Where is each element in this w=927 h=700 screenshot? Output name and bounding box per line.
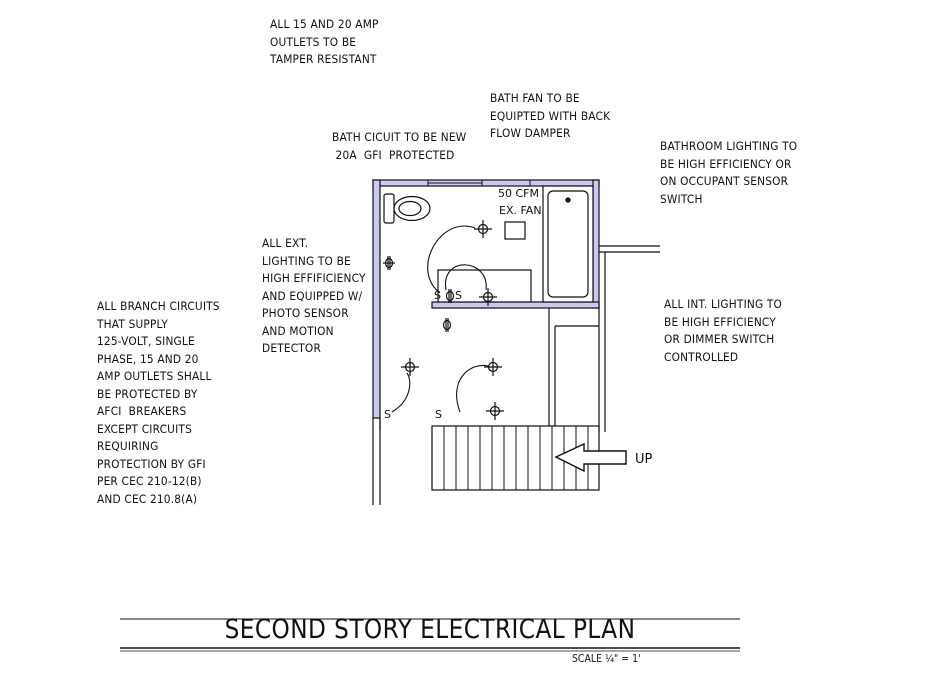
switch-label-bath-2: S: [455, 289, 462, 302]
note-interior-lighting: ALL INT. LIGHTING TO BE HIGH EFFICIENCY OR DIMMER SWITCH CONTROLLED: [664, 297, 783, 364]
ceiling-light-bath-1: [474, 220, 492, 238]
sheet-title: SECOND STORY ELECTRICAL PLAN: [224, 614, 636, 645]
switch-label-hall-left: S: [384, 408, 391, 421]
bath-bottom-wall: [432, 302, 599, 308]
note-bathroom-lighting: BATHROOM LIGHTING TO BE HIGH EFFICIENCY OR ON OCCUPANT SENSOR SWITCH: [660, 139, 798, 206]
note-exterior-lighting: ALL EXT. LIGHTING TO BE HIGH EFFIFICIENCY AND EQUIPPED W/ PHOTO SENSOR AND MOTION DETECTOR: [262, 236, 366, 355]
closet: [549, 308, 599, 426]
stair-up-label: UP: [635, 452, 653, 467]
fan-label-cfm: 50 CFM: [498, 187, 539, 200]
note-tamper-resistant: ALL 15 AND 20 AMP OUTLETS TO BE TAMPER RESISTANT: [270, 17, 379, 66]
bathtub: [543, 186, 593, 302]
right-wall: [593, 180, 599, 308]
ceiling-light-stair: [486, 402, 504, 420]
ceiling-light-hall-2: [484, 358, 502, 376]
left-wall: [373, 180, 380, 418]
light-fixtures: [401, 220, 504, 420]
switch-leg-hall-left: [392, 373, 410, 412]
outlet-hall: [444, 318, 451, 332]
note-bath-circuit: BATH CICUIT TO BE NEW 20A GFI PROTECTED: [332, 130, 467, 162]
fan-label-type: EX. FAN: [499, 204, 542, 217]
switch-leg-hall: [457, 365, 488, 412]
note-afci-breakers: ALL BRANCH CIRCUITS THAT SUPPLY 125-VOLT, SINGLE PHASE, 15 AND 20 AMP OUTLETS SHALL BE PROTECTED BY AFCI BREAKERS EXCEPT CIRCUITS REQUIRING PROTECTION BY GFI PER CEC 210-12(B) AND CEC 210.8(A): [97, 299, 220, 506]
note-bath-fan: BATH FAN TO BE EQUIPTED WITH BACK FLOW DAMPER: [490, 91, 611, 140]
top-wall: [373, 180, 599, 186]
outlet-left-wall: [383, 256, 395, 270]
ceiling-light-hall-1: [401, 358, 419, 376]
exhaust-fan-box: [505, 222, 525, 239]
switch-label-bath-1: S: [434, 289, 441, 302]
switch-label-hall: S: [435, 408, 442, 421]
switch-legs: [392, 226, 488, 412]
stair-up-arrow: [556, 444, 626, 471]
toilet: [384, 194, 430, 223]
sheet-scale: SCALE ¼" = 1': [572, 652, 641, 665]
